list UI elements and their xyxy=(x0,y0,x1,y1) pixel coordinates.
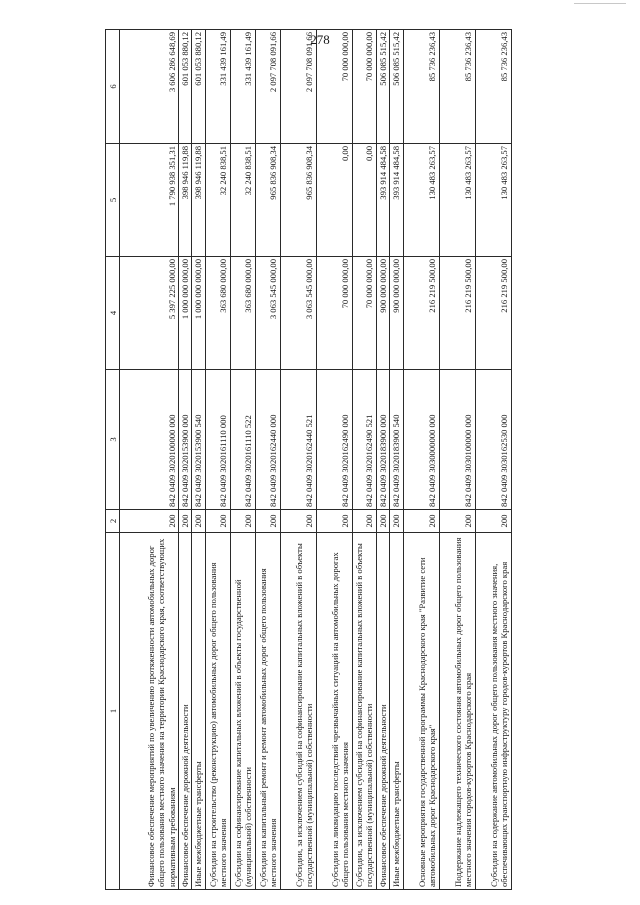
row-code: 200 xyxy=(205,510,230,533)
row-value-5: 393 914 484,58 xyxy=(390,144,403,257)
row-kbk: 842 0409 3020161110 000 xyxy=(205,370,230,510)
row-value-6: 3 606 286 648,69 xyxy=(120,30,179,144)
row-code: 200 xyxy=(376,510,389,533)
row-kbk: 842 0409 3020100000 000 xyxy=(120,370,179,510)
row-name: Субсидии на ликвидацию последствий чрезвычайных ситуаций на автомобильных дорогах общего пользования местного значения xyxy=(316,533,352,890)
row-name: Субсидии на софинансирование капитальных вложений в объекты государственной (муниципальной) собственности xyxy=(230,533,255,890)
row-code: 200 xyxy=(316,510,352,533)
row-value-6: 601 053 880,12 xyxy=(179,30,192,144)
row-value-5: 130 483 263,57 xyxy=(475,144,511,257)
row-value-4: 216 219 500,00 xyxy=(403,257,439,370)
row-kbk: 842 0409 3030162530 000 xyxy=(475,370,511,510)
row-value-4: 216 219 500,00 xyxy=(439,257,475,370)
row-code: 200 xyxy=(475,510,511,533)
table-row xyxy=(403,30,439,890)
row-kbk: 842 0409 3020153900 000 xyxy=(179,370,192,510)
row-value-6: 601 053 880,12 xyxy=(192,30,205,144)
header-col-2: 2 xyxy=(106,510,120,533)
row-name: Субсидии, за исключением субсидий на софинансирование капитальных вложений в объекты государственной (муниципальной) собственности xyxy=(352,533,376,890)
row-kbk: 842 0409 3020162440 521 xyxy=(280,370,316,510)
row-value-4: 3 063 545 000,00 xyxy=(280,257,316,370)
table-row xyxy=(120,30,179,890)
row-value-5: 0,00 xyxy=(352,144,376,257)
table-row xyxy=(439,30,475,890)
row-value-5: 1 790 938 351,31 xyxy=(120,144,179,257)
row-value-4: 5 397 225 000,00 xyxy=(120,257,179,370)
row-kbk: 842 0409 3020153900 540 xyxy=(192,370,205,510)
row-value-5: 965 836 908,34 xyxy=(280,144,316,257)
row-value-4: 900 000 000,00 xyxy=(376,257,389,370)
table-row xyxy=(255,30,280,890)
table-row xyxy=(205,30,230,890)
row-value-5: 398 946 119,88 xyxy=(179,144,192,257)
row-value-6: 2 097 708 091,66 xyxy=(255,30,280,144)
row-value-6: 70 000 000,00 xyxy=(352,30,376,144)
row-value-6: 331 439 161,49 xyxy=(230,30,255,144)
row-code: 200 xyxy=(179,510,192,533)
row-value-5: 398 946 119,88 xyxy=(192,144,205,257)
row-name: Поддержание надлежащего технического состояния автомобильных дорог общего пользования местного значения городов-курортов Краснодарского края xyxy=(439,533,475,890)
row-value-5: 393 914 484,58 xyxy=(376,144,389,257)
header-col-5: 5 xyxy=(106,144,120,257)
row-value-6: 85 736 236,43 xyxy=(403,30,439,144)
row-value-4: 70 000 000,00 xyxy=(352,257,376,370)
row-value-4: 70 000 000,00 xyxy=(316,257,352,370)
row-value-6: 70 000 000,00 xyxy=(316,30,352,144)
table-row xyxy=(316,30,352,890)
row-kbk: 842 0409 3020162440 000 xyxy=(255,370,280,510)
row-value-6: 506 085 515,42 xyxy=(376,30,389,144)
scan-artifact-line xyxy=(574,3,626,4)
row-name: Финансовое обеспечение дорожной деятельности xyxy=(376,533,389,890)
row-kbk: 842 0409 3030000000 000 xyxy=(403,370,439,510)
row-code: 200 xyxy=(352,510,376,533)
table-row xyxy=(230,30,255,890)
row-name: Иные межбюджетные трансферты xyxy=(390,533,403,890)
row-kbk: 842 0409 3020183900 000 xyxy=(376,370,389,510)
header-col-4: 4 xyxy=(106,257,120,370)
table-row xyxy=(192,30,205,890)
row-code: 200 xyxy=(390,510,403,533)
row-code: 200 xyxy=(403,510,439,533)
row-kbk: 842 0409 3020162490 521 xyxy=(352,370,376,510)
page-number: 278 xyxy=(310,32,330,47)
row-value-5: 965 836 908,34 xyxy=(255,144,280,257)
row-name: Основные мероприятия государственной программы Краснодарского края "Развитие сети автомобильных дорог Краснодарского края" xyxy=(403,533,439,890)
row-code: 200 xyxy=(120,510,179,533)
row-value-5: 0,00 xyxy=(316,144,352,257)
row-value-6: 85 736 236,43 xyxy=(475,30,511,144)
table-row xyxy=(475,30,511,890)
row-value-6: 506 085 515,42 xyxy=(390,30,403,144)
row-value-4: 363 680 000,00 xyxy=(230,257,255,370)
row-kbk: 842 0409 3020162490 000 xyxy=(316,370,352,510)
table-row xyxy=(280,30,316,890)
row-name: Финансовое обеспечение дорожной деятельности xyxy=(179,533,192,890)
row-code: 200 xyxy=(230,510,255,533)
row-value-4: 363 680 000,00 xyxy=(205,257,230,370)
table-header-row xyxy=(106,30,120,890)
row-name: Субсидии на капитальный ремонт и ремонт автомобильных дорог общего пользования местного значения xyxy=(255,533,280,890)
row-value-4: 900 000 000,00 xyxy=(390,257,403,370)
header-col-1: 1 xyxy=(106,533,120,890)
row-value-6: 2 097 708 091,66 xyxy=(280,30,316,144)
row-code: 200 xyxy=(192,510,205,533)
table-row xyxy=(179,30,192,890)
row-kbk: 842 0409 3020161110 522 xyxy=(230,370,255,510)
table-row xyxy=(352,30,376,890)
table-row xyxy=(390,30,403,890)
row-value-5: 130 483 263,57 xyxy=(403,144,439,257)
row-kbk: 842 0409 3030100000 000 xyxy=(439,370,475,510)
budget-table xyxy=(105,29,512,890)
row-code: 200 xyxy=(280,510,316,533)
row-value-5: 32 240 838,51 xyxy=(230,144,255,257)
header-col-6: 6 xyxy=(106,30,120,144)
row-code: 200 xyxy=(255,510,280,533)
row-name: Иные межбюджетные трансферты xyxy=(192,533,205,890)
row-value-4: 1 000 000 000,00 xyxy=(179,257,192,370)
table-row xyxy=(376,30,389,890)
row-value-4: 3 063 545 000,00 xyxy=(255,257,280,370)
row-code: 200 xyxy=(439,510,475,533)
row-name: Субсидии, за исключением субсидий на софинансирование капитальных вложений в объекты государственной (муниципальной) собственности xyxy=(280,533,316,890)
row-value-6: 331 439 161,49 xyxy=(205,30,230,144)
header-col-3: 3 xyxy=(106,370,120,510)
row-name: Финансовое обеспечение мероприятий по увеличению протяженности автомобильных дорог общего пользования местного значения на территории Краснодарского края, соответствующих нормативным требованиям xyxy=(120,533,179,890)
row-name: Субсидии на содержание автомобильных дорог общего пользования местного значения, обеспечивающих транспортную инфраструктуру городов-курортов Краснодарского края xyxy=(475,533,511,890)
row-value-4: 1 000 000 000,00 xyxy=(192,257,205,370)
row-name: Субсидии на строительство (реконструкцию) автомобильных дорог общего пользования местного значения xyxy=(205,533,230,890)
row-value-5: 130 483 263,57 xyxy=(439,144,475,257)
row-kbk: 842 0409 3020183900 540 xyxy=(390,370,403,510)
row-value-5: 32 240 838,51 xyxy=(205,144,230,257)
row-value-6: 85 736 236,43 xyxy=(439,30,475,144)
row-value-4: 216 219 500,00 xyxy=(475,257,511,370)
